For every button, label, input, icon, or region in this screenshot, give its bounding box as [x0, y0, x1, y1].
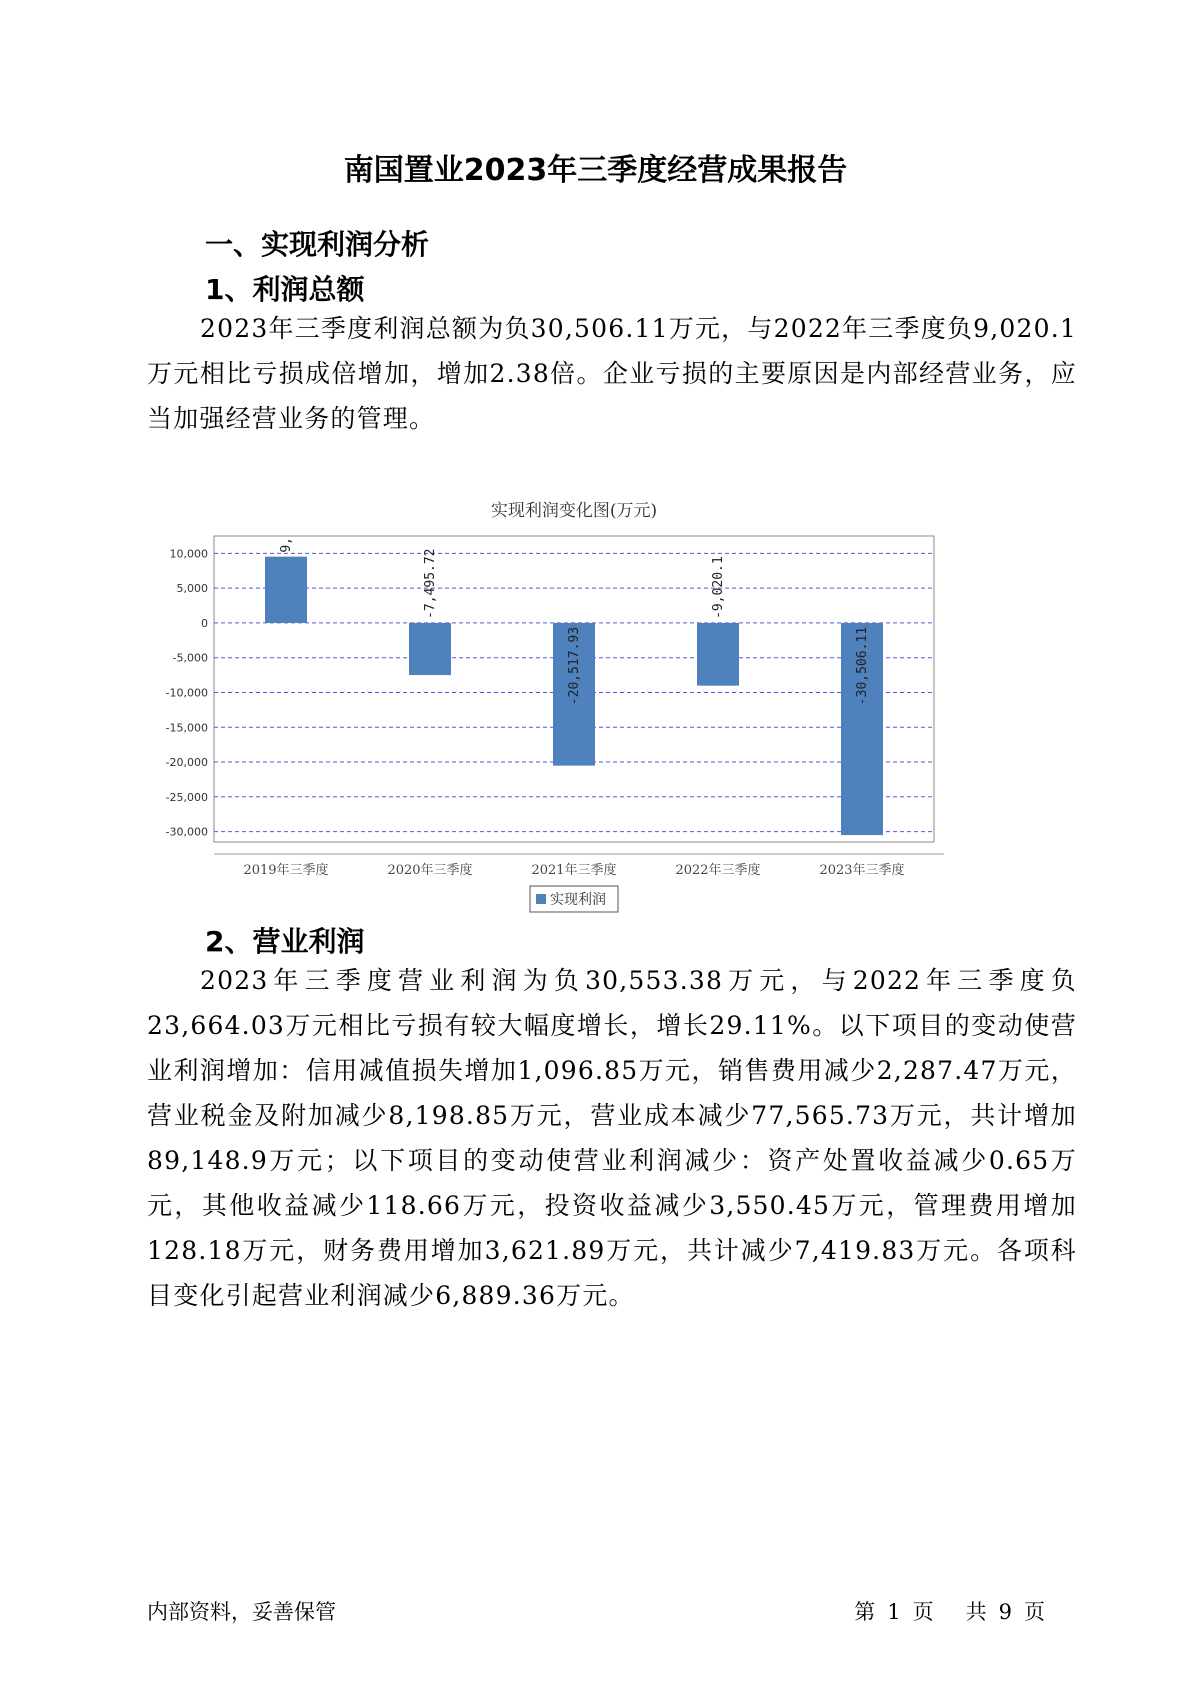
y-tick-label: -30,000	[165, 825, 208, 839]
data-label: 9,	[279, 536, 294, 553]
legend-label: 实现利润	[550, 892, 606, 908]
profit-bar-chart	[160, 490, 1040, 940]
y-tick-label: 10,000	[169, 547, 208, 561]
y-tick-label: -5,000	[172, 651, 208, 665]
section-heading-profit-analysis: 一、实现利润分析	[205, 228, 430, 261]
data-label: -9,020.1	[711, 556, 726, 619]
legend-swatch	[536, 894, 546, 904]
document-title: 南国置业2023年三季度经营成果报告	[343, 153, 848, 188]
total-unit: 页	[1024, 1600, 1045, 1624]
x-tick-label: 2021年三季度	[531, 863, 617, 878]
footer-confidential-note: 内部资料，妥善保管	[147, 1600, 336, 1624]
x-tick-label: 2020年三季度	[387, 863, 473, 878]
x-tick-label: 2022年三季度	[675, 863, 761, 878]
data-label: -20,517.93	[567, 626, 582, 706]
paragraph-total-profit: 2023年三季度利润总额为负30,506.11万元，与2022年三季度负9,020.1万元相比亏损成倍增加，增加2.38倍。企业亏损的主要原因是内部经营业务，应当加强经营业务的管理。	[147, 314, 1077, 433]
subsection-heading-operating-profit: 2、营业利润	[205, 925, 365, 958]
bar	[697, 623, 739, 686]
footer-page-indicator	[848, 1596, 1051, 1626]
chart-title: 实现利润变化图(万元)	[490, 501, 658, 521]
subsection-heading-total-profit: 1、利润总额	[205, 273, 365, 306]
data-label: -7,495.72	[423, 548, 438, 619]
paragraph-operating-profit: 2023年三季度营业利润为负30,553.38万元，与2022年三季度负23,664.03万元相比亏损有较大幅度增长，增长29.11%。以下项目的变动使营业利润增加：信用减值损失增加1,096.85万元，销售费用减少2,287.47万元，营业税金及附加减少8,198.85万元，营业成本减少77,565.73万元，共计增加89,148.9万元；以下项目的变动使营业利润减少：资产处置收益减少0.65万元，其他收益减少118.66万元，投资收益减少3,550.45万元，管理费用增加128.18万元，财务费用增加3,621.89万元，共计减少7,419.83万元。各项科目变化引起营业利润减少6,889.36万元。	[147, 966, 1077, 1310]
y-tick-label: -15,000	[165, 721, 208, 735]
y-tick-label: -10,000	[165, 686, 208, 700]
x-tick-label: 2023年三季度	[819, 863, 905, 878]
data-label: -30,506.11	[855, 626, 870, 706]
bar	[265, 557, 307, 623]
profit-chart	[160, 490, 1040, 940]
y-tick-label: 0	[201, 616, 208, 630]
page-prefix: 第	[854, 1600, 876, 1624]
y-tick-label: -20,000	[165, 756, 208, 770]
total-prefix: 共	[965, 1600, 987, 1624]
x-tick-label: 2019年三季度	[243, 863, 329, 878]
page-unit: 页	[912, 1600, 934, 1624]
y-tick-label: -25,000	[165, 790, 208, 804]
page-number: 1	[887, 1600, 901, 1624]
bar	[409, 623, 451, 675]
total-pages: 9	[998, 1600, 1012, 1624]
y-tick-label: 5,000	[176, 582, 208, 596]
